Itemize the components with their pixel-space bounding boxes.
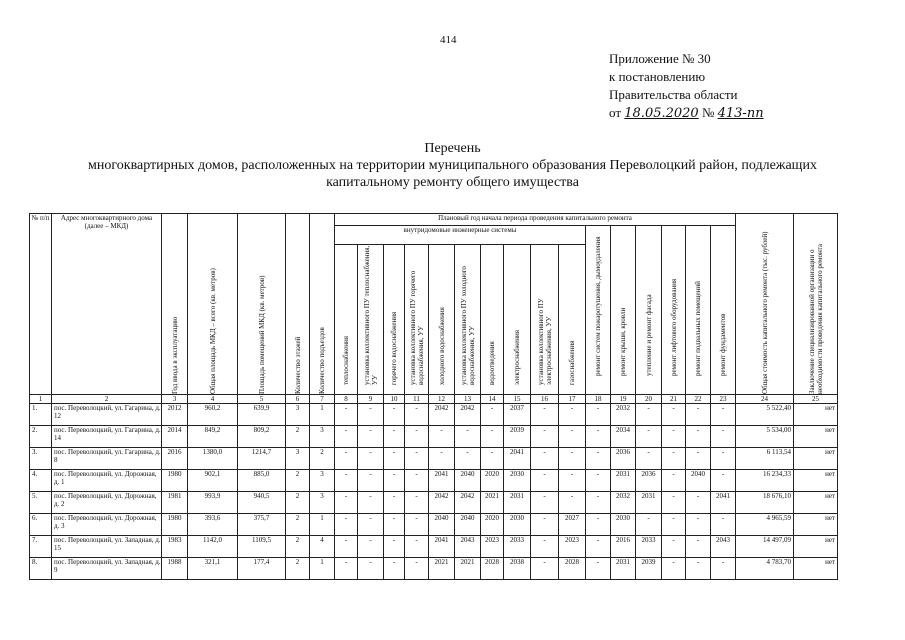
column-number-row (30, 395, 838, 404)
table-cell: 4 965,59 (736, 514, 794, 536)
table-cell: - (384, 426, 405, 448)
table-cell: - (559, 448, 586, 470)
table-cell: 1 (310, 404, 335, 426)
table-cell: 2032 (611, 404, 636, 426)
table-cell: 902,1 (188, 470, 238, 492)
appendix-line-1: Приложение № 30 (609, 51, 711, 66)
table-cell: - (335, 426, 358, 448)
number-prefix: № (701, 105, 715, 120)
header-year: Год ввода в эксплуатацию (170, 316, 179, 394)
header-lift: ремонт лифтового оборудования (669, 278, 678, 376)
table-cell: 2020 (481, 470, 504, 492)
table-cell: - (559, 426, 586, 448)
table-cell: - (559, 492, 586, 514)
table-cell: - (358, 558, 384, 580)
address-cell: пос. Переволоцкий, ул. Западная, д. 15 (52, 536, 162, 558)
table-cell: - (384, 558, 405, 580)
table-cell: 1 (310, 514, 335, 536)
table-cell: 2 (286, 492, 310, 514)
table-cell: 2038 (504, 558, 531, 580)
date-prefix: от (609, 105, 622, 120)
column-number: 15 (504, 395, 531, 404)
header-cold-water: холодного водоснабжения (437, 307, 446, 385)
table-cell: 2039 (504, 426, 531, 448)
table-cell: 4 783,70 (736, 558, 794, 580)
column-number: 9 (358, 395, 384, 404)
table-cell: 3 (286, 448, 310, 470)
table-cell: 1. (30, 404, 52, 426)
header-conclusion: Заключение специализированной организации о необходимости проведения капитального ремонта (807, 244, 824, 394)
table-cell: 993,9 (188, 492, 238, 514)
table-cell: 2042 (429, 404, 455, 426)
table-cell: - (429, 426, 455, 448)
table-cell: 2033 (636, 536, 662, 558)
appendix-line-2: к постановлению (609, 69, 706, 84)
table-cell: - (636, 448, 662, 470)
table-cell: нет (794, 558, 838, 580)
table-cell: 2033 (504, 536, 531, 558)
table-cell: - (711, 470, 736, 492)
table-cell: - (335, 448, 358, 470)
table-cell: 2027 (559, 514, 586, 536)
column-number: 16 (531, 395, 559, 404)
address-cell: пос. Переволоцкий, ул. Западная, д. 9 (52, 558, 162, 580)
table-cell: - (531, 492, 559, 514)
table-cell: 2020 (481, 514, 504, 536)
header-fire: ремонт систем пожаротушения, дымоудаления (594, 236, 602, 376)
table-cell: - (358, 536, 384, 558)
table-cell: - (405, 470, 429, 492)
table-cell: - (358, 404, 384, 426)
table-cell: - (586, 514, 611, 536)
table-cell: - (358, 470, 384, 492)
table-cell: 2 (286, 470, 310, 492)
column-number: 12 (429, 395, 455, 404)
table-body (30, 404, 838, 580)
table-cell: - (335, 558, 358, 580)
header-hot-water: горячего водоснабжения (390, 311, 398, 385)
table-cell: 1109,5 (238, 536, 286, 558)
column-number: 23 (711, 395, 736, 404)
table-cell: 2. (30, 426, 52, 448)
table-cell: 809,2 (238, 426, 286, 448)
table-cell: - (455, 448, 481, 470)
table-cell: 2023 (481, 536, 504, 558)
table-cell: 2021 (429, 558, 455, 580)
column-number: 5 (238, 395, 286, 404)
column-number: 18 (586, 395, 611, 404)
table-cell: 2 (310, 448, 335, 470)
table-cell: - (531, 404, 559, 426)
table-cell: - (429, 448, 455, 470)
table-cell: - (662, 558, 686, 580)
column-number: 22 (686, 395, 711, 404)
table-cell: 2032 (611, 492, 636, 514)
column-number: 14 (481, 395, 504, 404)
table-cell: - (481, 404, 504, 426)
table-cell: 849,2 (188, 426, 238, 448)
column-number: 11 (405, 395, 429, 404)
table-cell: 3 (310, 426, 335, 448)
header-facade: утепление и ремонт фасада (644, 294, 653, 376)
header-heat-meter: установка коллективного ПУ теплоснабжения, УУ (362, 245, 379, 385)
table-cell: - (686, 448, 711, 470)
table-cell: 3 (286, 404, 310, 426)
table-cell: 2016 (162, 448, 188, 470)
table-cell: - (455, 426, 481, 448)
column-number: 13 (455, 395, 481, 404)
address-cell: пос. Переволоцкий, ул. Гагарина, д. 14 (52, 426, 162, 448)
table-cell: - (662, 514, 686, 536)
table-cell: - (335, 514, 358, 536)
table-cell: 2034 (611, 426, 636, 448)
table-row (30, 492, 838, 514)
header-entrances: Количество подъездов (318, 327, 326, 394)
table-cell: - (662, 404, 686, 426)
table-cell: 1380,0 (188, 448, 238, 470)
table-cell: 2042 (429, 492, 455, 514)
column-number: 3 (162, 395, 188, 404)
table-cell: - (586, 536, 611, 558)
header-plan-group: Плановый год начала периода проведения капитального ремонта (335, 214, 736, 226)
table-cell: 2031 (504, 492, 531, 514)
table-cell: - (405, 448, 429, 470)
buildings-table (29, 213, 838, 580)
table-cell: - (358, 448, 384, 470)
column-number: 20 (636, 395, 662, 404)
table-cell: - (531, 426, 559, 448)
table-cell: - (531, 448, 559, 470)
table-cell: - (586, 448, 611, 470)
address-cell: пос. Переволоцкий, ул. Дорожная, д. 3 (52, 514, 162, 536)
header-sewer: водоотведения (488, 341, 496, 385)
table-cell: 6. (30, 514, 52, 536)
table-cell: 2041 (429, 536, 455, 558)
column-number: 8 (335, 395, 358, 404)
header-floors: Количество этажей (293, 336, 302, 394)
column-number: 24 (736, 395, 794, 404)
table-cell: 2021 (455, 558, 481, 580)
table-cell: - (686, 426, 711, 448)
table-cell: 2016 (611, 536, 636, 558)
table-cell: - (384, 448, 405, 470)
table-cell: 2040 (455, 514, 481, 536)
table-cell: - (586, 426, 611, 448)
header-heat: теплоснабжения (342, 336, 350, 385)
table-cell: - (405, 514, 429, 536)
table-cell: - (711, 404, 736, 426)
table-cell: 2031 (636, 492, 662, 514)
column-number: 1 (30, 395, 52, 404)
table-cell: - (662, 492, 686, 514)
table-cell: - (405, 492, 429, 514)
table-cell: - (335, 536, 358, 558)
table-cell: - (531, 514, 559, 536)
header-cold-water-meter: установка коллективного ПУ холодного водоснабжения, УУ (459, 266, 476, 385)
header-roof: ремонт крыши, кровли (619, 307, 627, 376)
table-cell: - (358, 492, 384, 514)
table-cell: 8. (30, 558, 52, 580)
table-cell: - (586, 492, 611, 514)
column-number: 7 (310, 395, 335, 404)
table-cell: - (662, 536, 686, 558)
table-cell: 6 113,54 (736, 448, 794, 470)
table-cell: - (636, 404, 662, 426)
table-cell: - (559, 470, 586, 492)
appendix-block (609, 50, 764, 123)
table-cell: - (384, 492, 405, 514)
table-cell: 2040 (686, 470, 711, 492)
table-cell: 5. (30, 492, 52, 514)
table-cell: 2043 (455, 536, 481, 558)
table-cell: 940,5 (238, 492, 286, 514)
header-cost: Общая стоимость капитального ремонта (тыс. рублей) (760, 231, 769, 394)
table-cell: 5 522,40 (736, 404, 794, 426)
table-cell: 2021 (481, 492, 504, 514)
table-cell: 1 (310, 558, 335, 580)
header-gas: газоснабжения (568, 340, 576, 385)
header-hot-water-meter: установка коллективного ПУ горячего водоснабжения, УУ (408, 270, 425, 385)
title-line-2: многоквартирных домов, расположенных на территории муниципального образования Переволоцкий район, подлежащих (88, 158, 817, 173)
table-cell: 7. (30, 536, 52, 558)
address-cell: пос. Переволоцкий, ул. Дорожная, д. 1 (52, 470, 162, 492)
table-cell: - (711, 448, 736, 470)
table-row (30, 536, 838, 558)
table-cell: - (686, 558, 711, 580)
table-row (30, 426, 838, 448)
table-cell: - (405, 404, 429, 426)
table-cell: 18 676,10 (736, 492, 794, 514)
table-cell: 3. (30, 448, 52, 470)
header-no: № п/п (30, 214, 52, 395)
title-line-3: капитальному ремонту общего имущества (326, 175, 579, 190)
column-number: 10 (384, 395, 405, 404)
table-cell: 2040 (429, 514, 455, 536)
table-cell: 177,4 (238, 558, 286, 580)
table-cell: - (662, 448, 686, 470)
address-cell: пос. Переволоцкий, ул. Гагарина, д. 12 (52, 404, 162, 426)
table-cell: - (531, 536, 559, 558)
header-power-meter: установка коллективного ПУ электроснабжения, УУ (536, 298, 553, 385)
table-cell: - (358, 514, 384, 536)
table-cell: 2030 (504, 470, 531, 492)
table-cell: 1142,0 (188, 536, 238, 558)
table-cell: - (531, 470, 559, 492)
table-cell: 1988 (162, 558, 188, 580)
table-cell: 2 (286, 514, 310, 536)
header-power: электроснабжения (513, 329, 521, 385)
table-cell: 4. (30, 470, 52, 492)
table-cell: - (662, 470, 686, 492)
table-cell: 2028 (559, 558, 586, 580)
table-cell: - (686, 514, 711, 536)
table-cell: нет (794, 470, 838, 492)
table-cell: 1980 (162, 514, 188, 536)
table-cell: - (384, 536, 405, 558)
table-cell: 2040 (455, 470, 481, 492)
document-title (0, 140, 905, 191)
table-cell: 16 234,33 (736, 470, 794, 492)
column-number: 6 (286, 395, 310, 404)
handwritten-number: 413-пп (717, 106, 764, 121)
table-cell: - (686, 492, 711, 514)
table-cell: 2043 (711, 536, 736, 558)
page-number: 414 (440, 34, 457, 46)
table-cell: 1981 (162, 492, 188, 514)
table-cell: - (586, 470, 611, 492)
table-cell: 375,7 (238, 514, 286, 536)
table-cell: 2041 (504, 448, 531, 470)
table-cell: - (481, 426, 504, 448)
table-cell: - (384, 404, 405, 426)
table-cell: 1980 (162, 470, 188, 492)
appendix-date-line (609, 104, 764, 123)
table-cell: - (405, 558, 429, 580)
table-row (30, 558, 838, 580)
table-cell: - (711, 426, 736, 448)
table-cell: 960,2 (188, 404, 238, 426)
table-cell: 5 534,00 (736, 426, 794, 448)
table-cell: 2030 (611, 514, 636, 536)
header-premises-area: Площадь помещений МКД (кв. метров) (257, 275, 266, 394)
table-cell: 2036 (611, 448, 636, 470)
table-row (30, 448, 838, 470)
table-cell: 1214,7 (238, 448, 286, 470)
table-cell: 2031 (611, 558, 636, 580)
table-cell: 2041 (711, 492, 736, 514)
table-cell: 393,6 (188, 514, 238, 536)
appendix-line-3: Правительства области (609, 87, 738, 102)
table-cell: 3 (310, 492, 335, 514)
column-number: 25 (794, 395, 838, 404)
table-cell: - (531, 558, 559, 580)
table-cell: - (636, 426, 662, 448)
title-line-1: Перечень (424, 141, 481, 156)
column-number: 17 (559, 395, 586, 404)
address-cell: пос. Переволоцкий, ул. Гагарина, д. 8 (52, 448, 162, 470)
table-row (30, 470, 838, 492)
table-cell: - (358, 426, 384, 448)
table-cell: 2012 (162, 404, 188, 426)
table-cell: - (711, 558, 736, 580)
table-cell: 2042 (455, 492, 481, 514)
table-cell: 14 497,09 (736, 536, 794, 558)
table-cell: 1983 (162, 536, 188, 558)
header-total-area: Общая площадь МКД – всего (кв. метров) (208, 268, 217, 394)
header-foundation: ремонт фундаментов (719, 313, 727, 376)
table-cell: - (384, 514, 405, 536)
table-cell: - (384, 470, 405, 492)
table-cell: нет (794, 448, 838, 470)
table-cell: 2031 (611, 470, 636, 492)
table-cell: - (686, 536, 711, 558)
table-cell: - (481, 448, 504, 470)
table-cell: нет (794, 404, 838, 426)
table-cell: - (662, 426, 686, 448)
table-cell: 2023 (559, 536, 586, 558)
table-cell: нет (794, 514, 838, 536)
column-number: 4 (188, 395, 238, 404)
table-cell: 2030 (504, 514, 531, 536)
table-cell: нет (794, 426, 838, 448)
table-cell: 2 (286, 558, 310, 580)
table-cell: - (335, 470, 358, 492)
table-cell: - (335, 404, 358, 426)
table-cell: 4 (310, 536, 335, 558)
table-cell: 2041 (429, 470, 455, 492)
table-cell: 2028 (481, 558, 504, 580)
table-cell: - (405, 426, 429, 448)
table-cell: 2039 (636, 558, 662, 580)
table-cell: 885,0 (238, 470, 286, 492)
header-basement: ремонт подвальных помещений (694, 281, 702, 376)
table-cell: - (711, 514, 736, 536)
column-number: 2 (52, 395, 162, 404)
table-cell: 2037 (504, 404, 531, 426)
table-row (30, 514, 838, 536)
table-cell: 2 (286, 536, 310, 558)
column-number: 19 (611, 395, 636, 404)
table-cell: 2042 (455, 404, 481, 426)
header-engineering-group: внутридомовые инженерные системы (335, 226, 586, 245)
table-cell: 2036 (636, 470, 662, 492)
table-cell: 2014 (162, 426, 188, 448)
column-number: 21 (662, 395, 686, 404)
table-cell: 2 (286, 426, 310, 448)
table-cell: 639,9 (238, 404, 286, 426)
table-cell: - (335, 492, 358, 514)
table-cell: - (586, 404, 611, 426)
header-address: Адрес многоквартирного дома (далее – МКД) (52, 214, 162, 395)
table-cell: 3 (310, 470, 335, 492)
table-cell: - (686, 404, 711, 426)
table-cell: нет (794, 492, 838, 514)
table-cell: 321,1 (188, 558, 238, 580)
table-cell: нет (794, 536, 838, 558)
table-row (30, 404, 838, 426)
table-cell: - (586, 558, 611, 580)
handwritten-date: 18.05.2020 (624, 106, 699, 121)
table-cell: - (405, 536, 429, 558)
table-cell: - (636, 514, 662, 536)
address-cell: пос. Переволоцкий, ул. Дорожная, д. 2 (52, 492, 162, 514)
table-cell: - (559, 404, 586, 426)
